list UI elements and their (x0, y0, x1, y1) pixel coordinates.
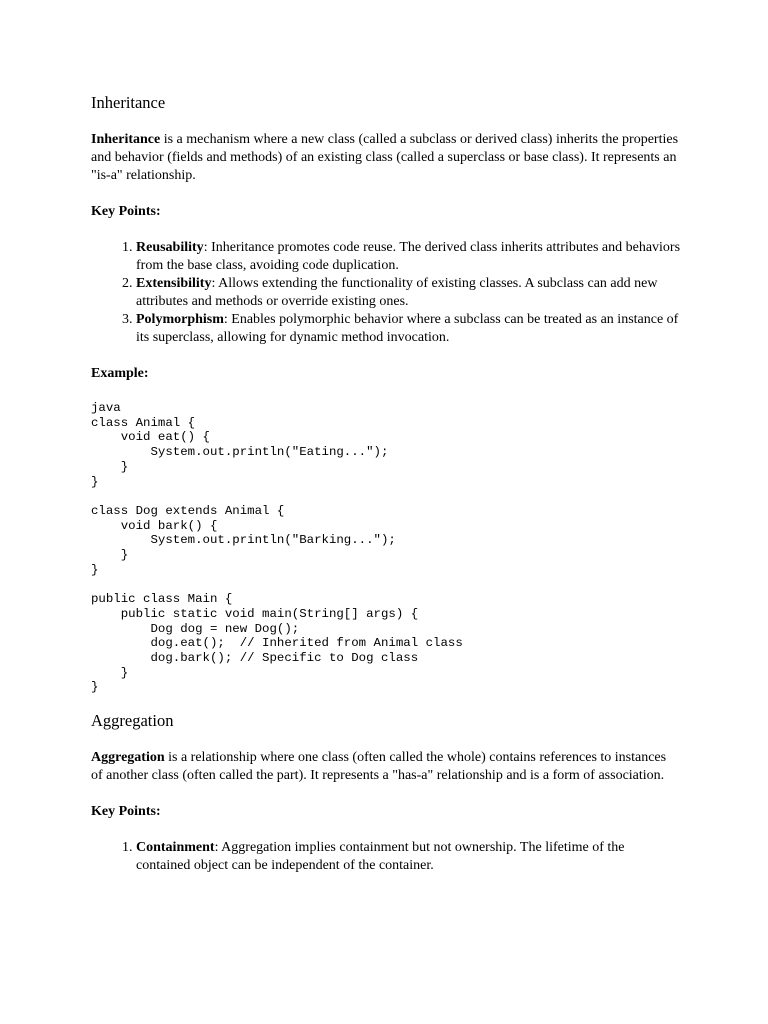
aggregation-key-points-list (91, 839, 681, 875)
point-term: Extensibility (136, 276, 212, 291)
point-text: : Enables polymorphic behavior where a subclass can be treated as an instance of its superclass, allowing for dynamic method invocation. (136, 312, 679, 345)
aggregation-intro (91, 749, 681, 785)
inheritance-key-points-list (91, 239, 681, 347)
aggregation-key-points-label-text: Key Points: (91, 804, 161, 820)
point-text: : Aggregation implies containment but not ownership. The lifetime of the contained object can be independent of the container. (136, 840, 625, 874)
inheritance-heading: Inheritance (91, 93, 166, 112)
aggregation-intro-text: is a relationship where one class (often called the whole) contains references to instances of another class (often called the part). It represents a "has-a" relationship and is a form of association. (91, 750, 667, 784)
point-term: Reusability (136, 240, 204, 255)
inheritance-intro-text: is a mechanism where a new class (called a subclass or derived class) inherits the properties and behavior (fields and methods) of an existing class (called a superclass or base class). It represents an "is-a" relationship. (91, 132, 679, 183)
aggregation-section (91, 711, 681, 875)
inheritance-intro-term: Inheritance (91, 132, 161, 147)
point-text: : Inheritance promotes code reuse. The derived class inherits attributes and behaviors from the base class, avoiding code duplication. (136, 240, 681, 273)
aggregation-heading: Aggregation (91, 711, 174, 731)
aggregation-key-points-label (91, 803, 681, 821)
list-item (136, 275, 681, 311)
point-term: Polymorphism (136, 312, 224, 327)
inheritance-section (91, 93, 681, 695)
inheritance-key-points-label-text: Key Points: (91, 204, 161, 219)
list-item (136, 311, 681, 347)
inheritance-intro (91, 131, 681, 185)
example-label (91, 365, 681, 383)
example-label-text: Example: (91, 366, 149, 381)
inheritance-key-points-label (91, 203, 681, 221)
list-item (136, 839, 681, 875)
aggregation-intro-term: Aggregation (91, 750, 165, 766)
list-item (136, 239, 681, 275)
code-block: java class Animal { void eat() { System.out.println("Eating..."); } } class Dog extends Animal { void bark() { System.out.println("Barking..."); } } public class Main { public static void main(String[] args) { Dog dog = new Dog(); dog.eat(); // Inherited from Animal class dog.bark(); // Specific to Dog class } } (91, 401, 463, 695)
point-text: : Allows extending the functionality of existing classes. A subclass can add new attributes and methods or override existing ones. (136, 276, 658, 309)
document-page (91, 93, 681, 875)
point-term: Containment (136, 840, 215, 856)
